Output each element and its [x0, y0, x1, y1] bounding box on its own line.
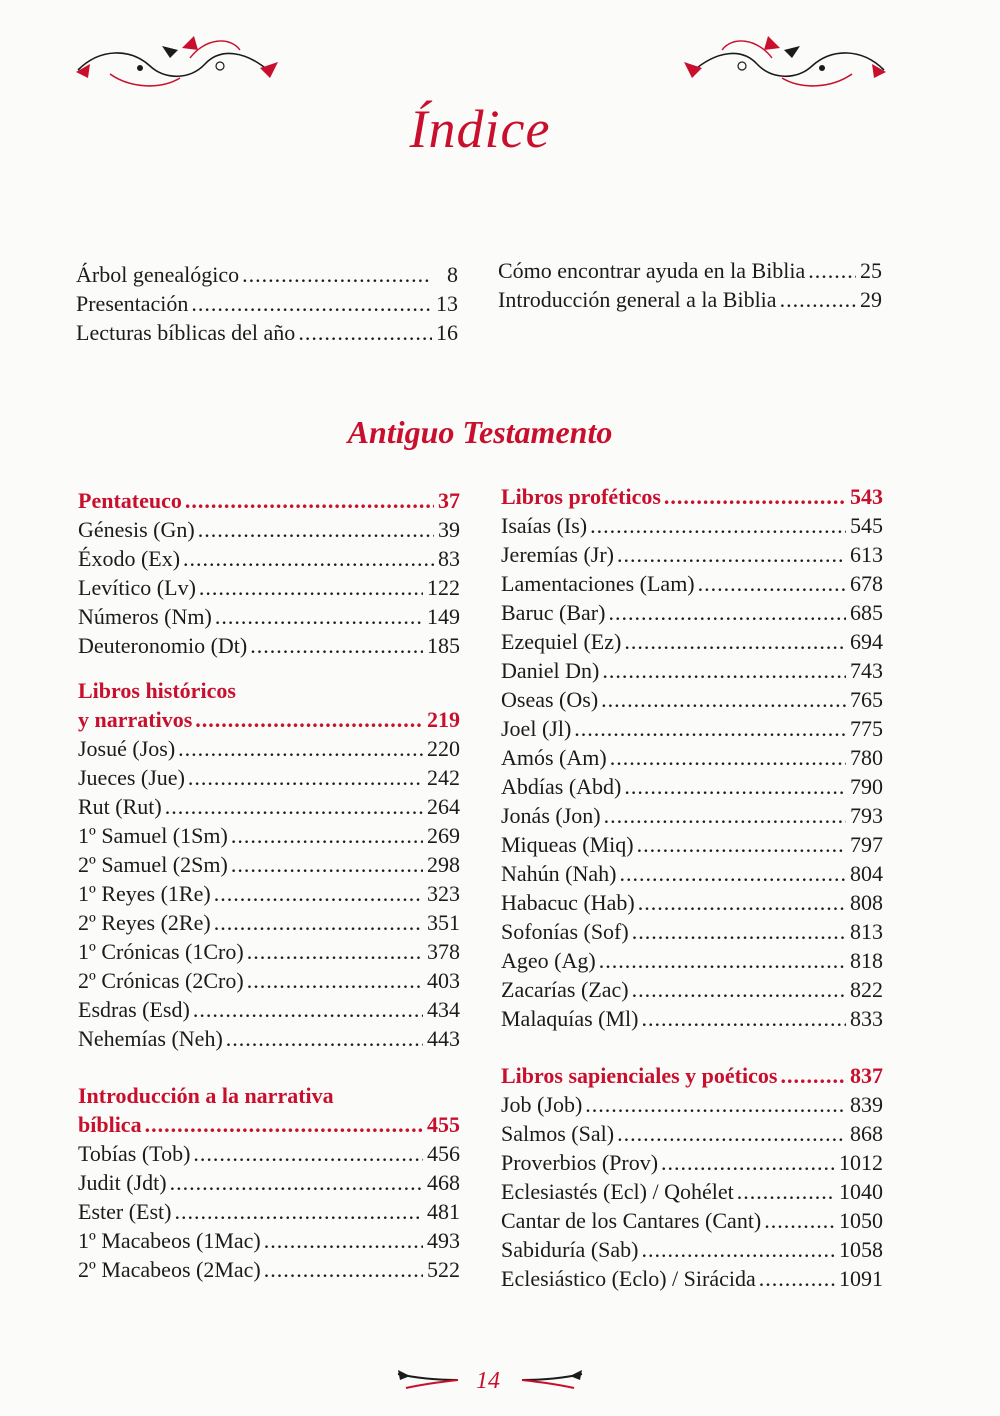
toc-entry: Jueces (Jue) ..... 242 — [78, 763, 460, 792]
toc-entry: Abdías (Abd) ..... 790 — [501, 772, 883, 801]
toc-entry: 1º Crónicas (1Cro) ..... 378 — [78, 937, 460, 966]
toc-entry: Jonás (Jon) ..... 793 — [501, 801, 883, 830]
toc-entry: 2º Crónicas (2Cro) ..... 403 — [78, 966, 460, 995]
toc-entry: 2º Reyes (2Re) ..... 351 — [78, 908, 460, 937]
toc-entry: Nahún (Nah) ..... 804 — [501, 859, 883, 888]
toc-entry: Baruc (Bar) ..... 685 — [501, 598, 883, 627]
section-heading-sapienciales: Libros sapienciales y poéticos ..... 837 — [501, 1061, 883, 1090]
footer-flourish-left-icon — [396, 1366, 462, 1396]
toc-entry: Éxodo (Ex) ..... 83 — [78, 544, 460, 573]
toc-entry: Salmos (Sal) ..... 868 — [501, 1119, 883, 1148]
toc-entry: Génesis (Gn) ..... 39 — [78, 515, 460, 544]
toc-entry: Cómo encontrar ayuda en la Biblia ..... 25 — [498, 256, 882, 285]
toc-entry: Números (Nm) ..... 149 — [78, 602, 460, 631]
toc-entry: 2º Samuel (2Sm) ..... 298 — [78, 850, 460, 879]
toc-entry: Ageo (Ag) ..... 818 — [501, 946, 883, 975]
toc-entry: Amós (Am) ..... 780 — [501, 743, 883, 772]
intro-left-column — [76, 260, 458, 347]
section-heading-narrativa: Introducción a la narrativa — [78, 1083, 334, 1108]
toc-entry: Isaías (Is) ..... 545 — [501, 511, 883, 540]
footer-flourish-right-icon — [518, 1366, 584, 1396]
toc-entry: Rut (Rut) ..... 264 — [78, 792, 460, 821]
section-heading-historicos-line2: y narrativos ..... 219 — [78, 705, 460, 734]
toc-entry: Judit (Jdt) ..... 468 — [78, 1168, 460, 1197]
toc-entry: Proverbios (Prov) ..... 1012 — [501, 1148, 883, 1177]
toc-entry: Sofonías (Sof) ..... 813 — [501, 917, 883, 946]
flourish-ornament-left-icon — [70, 28, 290, 98]
page-number: 14 — [476, 1368, 500, 1394]
toc-entry: Eclesiastés (Ecl) / Qohélet ..... 1040 — [501, 1177, 883, 1206]
toc-entry: Eclesiástico (Eclo) / Sirácida ..... 1091 — [501, 1264, 883, 1293]
toc-entry: Job (Job) ..... 839 — [501, 1090, 883, 1119]
intro-right-column — [498, 256, 882, 314]
toc-entry: 1º Reyes (1Re) ..... 323 — [78, 879, 460, 908]
toc-entry: 2º Macabeos (2Mac) ..... 522 — [78, 1255, 460, 1284]
section-title-antiguo-testamento: Antiguo Testamento — [347, 414, 613, 450]
toc-entry: Zacarías (Zac) ..... 822 — [501, 975, 883, 1004]
toc-entry: Habacuc (Hab) ..... 808 — [501, 888, 883, 917]
toc-entry: Presentación ..... 13 — [76, 289, 458, 318]
toc-entry: Jeremías (Jr) ..... 613 — [501, 540, 883, 569]
toc-entry: Árbol genealógico ..... 8 — [76, 260, 458, 289]
section-heading-profeticos: Libros proféticos ..... 543 — [501, 482, 883, 511]
toc-entry: Miqueas (Miq) ..... 797 — [501, 830, 883, 859]
toc-right-column — [501, 482, 883, 1293]
toc-entry: 1º Samuel (1Sm) ..... 269 — [78, 821, 460, 850]
toc-entry: Lamentaciones (Lam) ..... 678 — [501, 569, 883, 598]
flourish-ornament-right-icon — [672, 28, 892, 98]
section-heading-historicos: Libros históricos — [78, 678, 236, 703]
section-heading-narrativa-line2: bíblica ..... 455 — [78, 1110, 460, 1139]
toc-entry: 1º Macabeos (1Mac) ..... 493 — [78, 1226, 460, 1255]
toc-entry: Ester (Est) ..... 481 — [78, 1197, 460, 1226]
toc-entry: Joel (Jl) ..... 775 — [501, 714, 883, 743]
toc-entry: Lecturas bíblicas del año ..... 16 — [76, 318, 458, 347]
section-heading-pentateuco: Pentateuco ..... 37 — [78, 486, 460, 515]
toc-entry: Nehemías (Neh) ..... 443 — [78, 1024, 460, 1053]
toc-entry: Daniel Dn) ..... 743 — [501, 656, 883, 685]
toc-entry: Cantar de los Cantares (Cant) ..... 1050 — [501, 1206, 883, 1235]
toc-entry: Josué (Jos) ..... 220 — [78, 734, 460, 763]
toc-entry: Sabiduría (Sab) ..... 1058 — [501, 1235, 883, 1264]
toc-entry: Oseas (Os) ..... 765 — [501, 685, 883, 714]
toc-entry: Malaquías (Ml) ..... 833 — [501, 1004, 883, 1033]
toc-left-column — [78, 486, 460, 1284]
toc-entry: Ezequiel (Ez) ..... 694 — [501, 627, 883, 656]
toc-entry: Deuteronomio (Dt) ..... 185 — [78, 631, 460, 660]
toc-entry: Levítico (Lv) ..... 122 — [78, 573, 460, 602]
toc-entry: Esdras (Esd) ..... 434 — [78, 995, 460, 1024]
toc-entry: Introducción general a la Biblia ..... 29 — [498, 285, 882, 314]
page-title: Índice — [409, 99, 551, 159]
toc-entry: Tobías (Tob) ..... 456 — [78, 1139, 460, 1168]
